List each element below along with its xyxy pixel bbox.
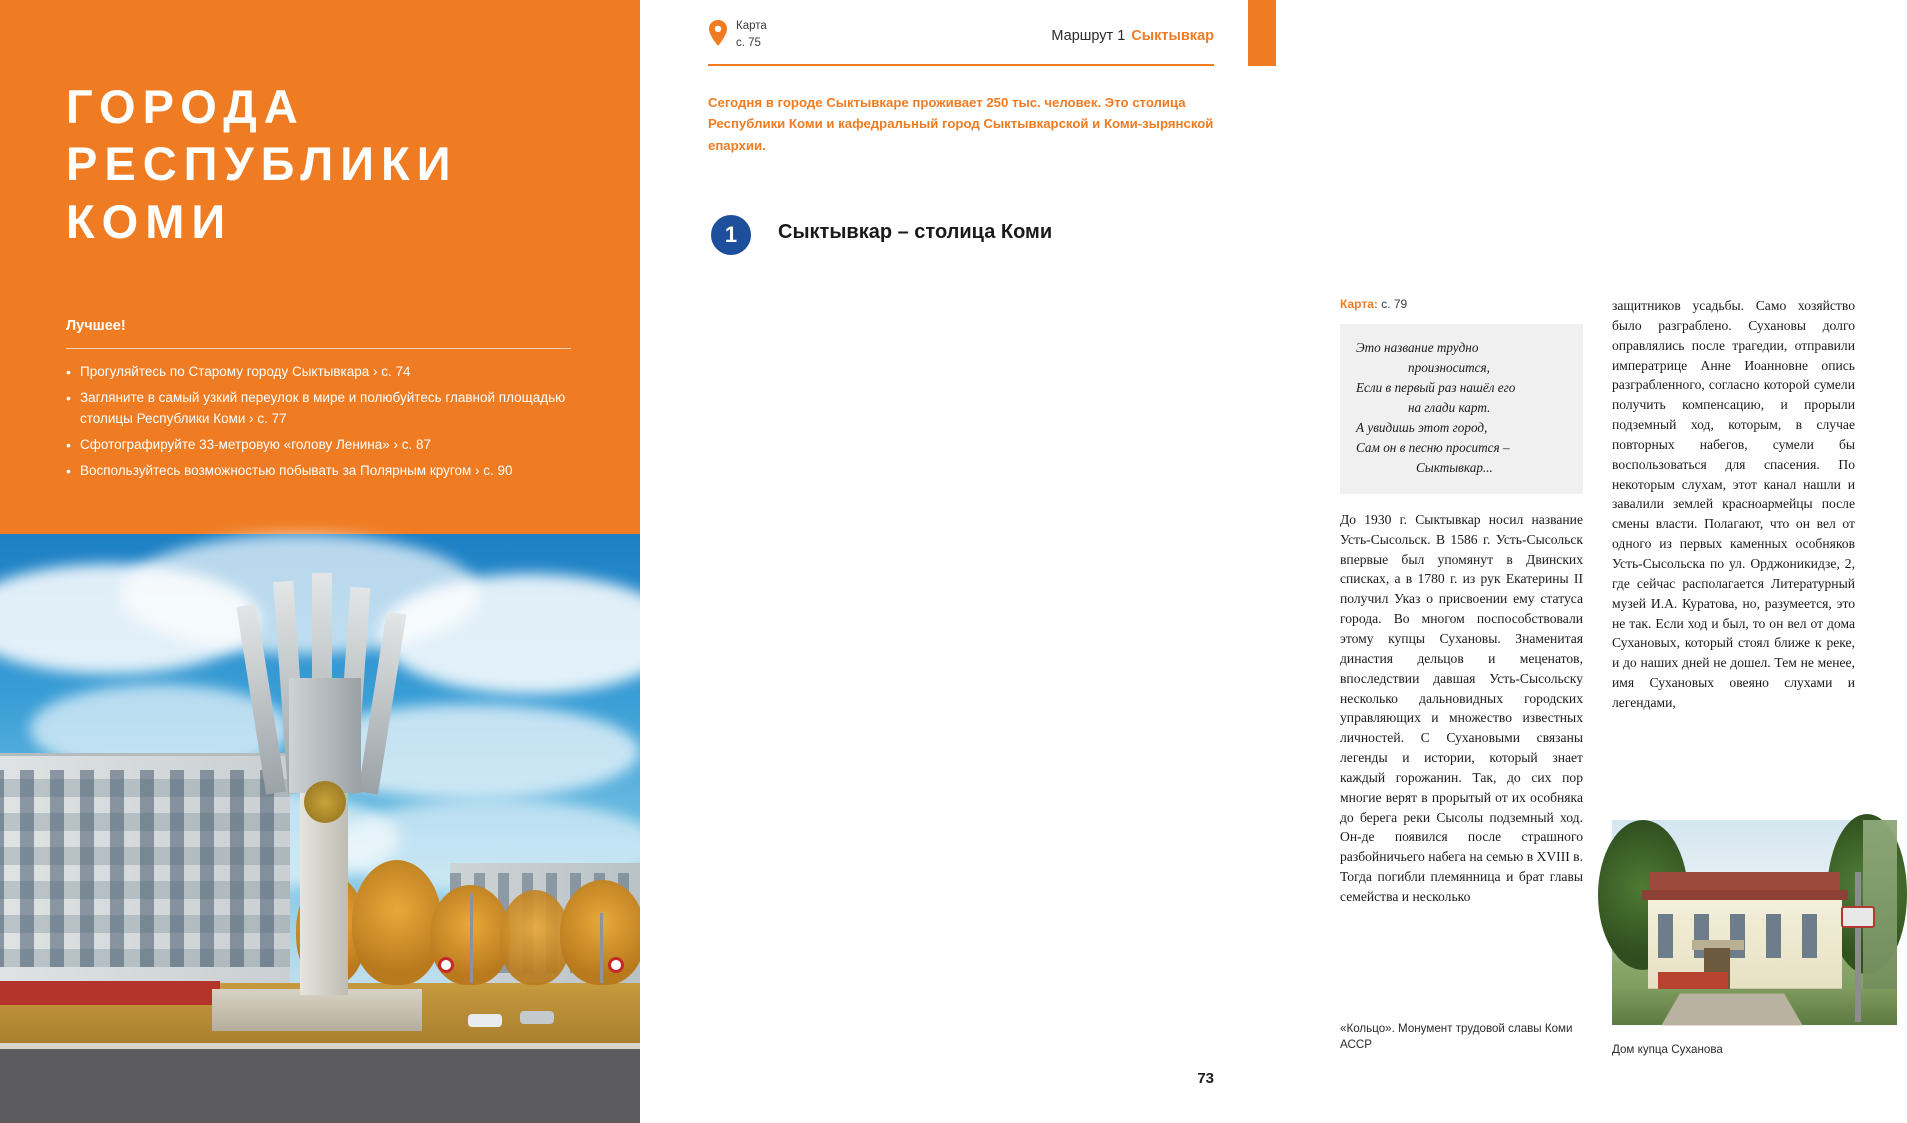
monument-emblem: [304, 781, 346, 823]
header-divider: [708, 64, 1214, 66]
page-title-line-3: КОМИ: [66, 194, 233, 248]
road-sign: [608, 957, 624, 973]
verse-line: на глади карт.: [1408, 399, 1491, 415]
intro-paragraph: Сегодня в городе Сыктывкаре проживает 250 тыс. человек. Это столица Республики Коми и кафедральный город Сыктывкарской и Коми-зырянской епархии.: [708, 95, 1214, 153]
car-shape: [520, 1011, 554, 1024]
photo-caption-right: Дом купца Суханова: [1612, 1043, 1723, 1056]
map-pin-icon: [708, 20, 728, 46]
verse-block: [1340, 324, 1583, 494]
map-reference-line-1: Карта: [736, 20, 767, 32]
monument-base: [212, 989, 422, 1031]
section-header: [708, 212, 1216, 264]
car-shape: [468, 1014, 502, 1027]
list-item: • Прогуляйтесь по Старому городу Сыктывкара › с. 74: [66, 362, 576, 382]
city-name: Сыктывкар: [1131, 28, 1214, 44]
map-reference: [736, 18, 767, 51]
map-reference-inline: [1340, 296, 1583, 314]
best-of-divider: [66, 348, 571, 349]
page-title: [66, 78, 606, 250]
right-page: [640, 0, 1855, 1123]
house-banner: [1658, 972, 1728, 990]
tree-shape: [352, 860, 442, 985]
list-item: • Сфотографируйте 33-метровую «голову Ленина» › с. 87: [66, 435, 576, 455]
page-title-line-1: ГОРОДА: [66, 80, 305, 133]
shop-awning: [0, 981, 220, 1005]
route-label: Маршрут 1: [1051, 28, 1126, 44]
page-header: [708, 18, 1214, 58]
body-paragraph: До 1930 г. Сыктывкар носил название Усть-Сысольск. В 1586 г. Усть-Сысольск впервые был упомянут в Двинских списках, а в 1780 г. из рук Екатерины II получил Указ о присвоении ему статуса города. Во многом поспособствовали этому купцы Сухановы. Знаменитая династия дельцов и меценатов, впоследствии давшая Усть-Сысольску несколько дальновидных городских управляющих и множество известных личностей. С Сухановыми связаны легенды и истории, который знает каждый горожанин. Так, до сих пор многие верят в прорытый от их особняка до берега реки Сысолы подземный ход. Он-де появился после страшного разбойничьего набега на семью в XVIII в. Тогда погибли племянница и брат главы семейства и несколько: [1340, 511, 1583, 904]
text-column-right: [1612, 296, 1855, 723]
map-reference-line-2: с. 75: [736, 36, 761, 49]
road-sign: [438, 957, 454, 973]
apartment-building: [0, 753, 290, 983]
section-title: Сыктывкар – столица Коми: [778, 221, 1053, 243]
monument-photo: [0, 534, 640, 1123]
left-page: [0, 0, 640, 1123]
running-head: [1051, 28, 1214, 44]
map-reference-label: Карта:: [1340, 297, 1378, 311]
merchant-house-photo: [1612, 820, 1897, 1025]
page-title-line-2: РЕСПУБЛИКИ: [66, 137, 458, 191]
orange-title-panel: [0, 0, 640, 534]
curb-line: [0, 1043, 640, 1049]
verse-line: произносится,: [1408, 359, 1490, 375]
corner-marker: [1248, 0, 1276, 66]
house-cornice: [1642, 890, 1848, 900]
road-surface: [0, 1045, 640, 1123]
verse-line: Сыктывкар...: [1416, 459, 1493, 475]
verse-line: А увидишь этот город,: [1356, 419, 1488, 435]
list-item: • Загляните в самый узкий переулок в мире и полюбуйтесь главной площадью столицы Республики Коми › с. 77: [66, 388, 576, 429]
section-number-badge: 1: [708, 212, 754, 258]
verse-line: Сам он в песню просится –: [1356, 439, 1510, 455]
street-lamp: [470, 893, 473, 983]
best-of-label: Лучшее!: [66, 318, 126, 334]
map-reference-value: с. 79: [1381, 297, 1408, 311]
photo-caption-left: «Кольцо». Монумент трудовой славы Коми АССР: [1340, 1022, 1573, 1052]
walk-path: [1661, 993, 1802, 1025]
list-item: • Воспользуйтесь возможностью побывать за Полярным кругом › с. 90: [66, 461, 576, 481]
verse-line: Это название трудно: [1356, 339, 1479, 355]
road-sign: [1841, 906, 1875, 928]
street-post: [1855, 872, 1861, 1022]
page-number: 73: [1197, 1070, 1214, 1087]
text-column-left: [1340, 296, 1583, 917]
verse-line: Если в первый раз нашёл его: [1356, 379, 1516, 395]
body-paragraph: защитников усадьбы. Само хозяйство было разграблено. Сухановы долго оправлялись после трагедии, отправили императрице Анне Иоанновне опись разграбленного, согласно которой сумели получить компенсацию, и прорыли подземный ход, которым, в случае повторных набегов, сумели бы воспользоваться для спасения. По некоторым слухам, этот канал нашли и завалили землей красноармейцы после смены власти. Полагают, что он вел от одного из первых каменных особняков Усть-Сысольска по ул. Орджоникидзе, 2, где сейчас располагается Литературный музей И.А. Куратова, но, разумеется, это не так. Если ход и был, то он вел от дома Сухановых, который стоял ближе к реке, и до наших дней не дошел. Тем не менее, имя Сухановых овеяно слухами и легендами,: [1612, 298, 1855, 710]
best-of-list: [66, 362, 576, 487]
monument-shaft: [289, 678, 361, 793]
street-lamp: [600, 913, 603, 983]
cloud-shape: [380, 574, 680, 694]
